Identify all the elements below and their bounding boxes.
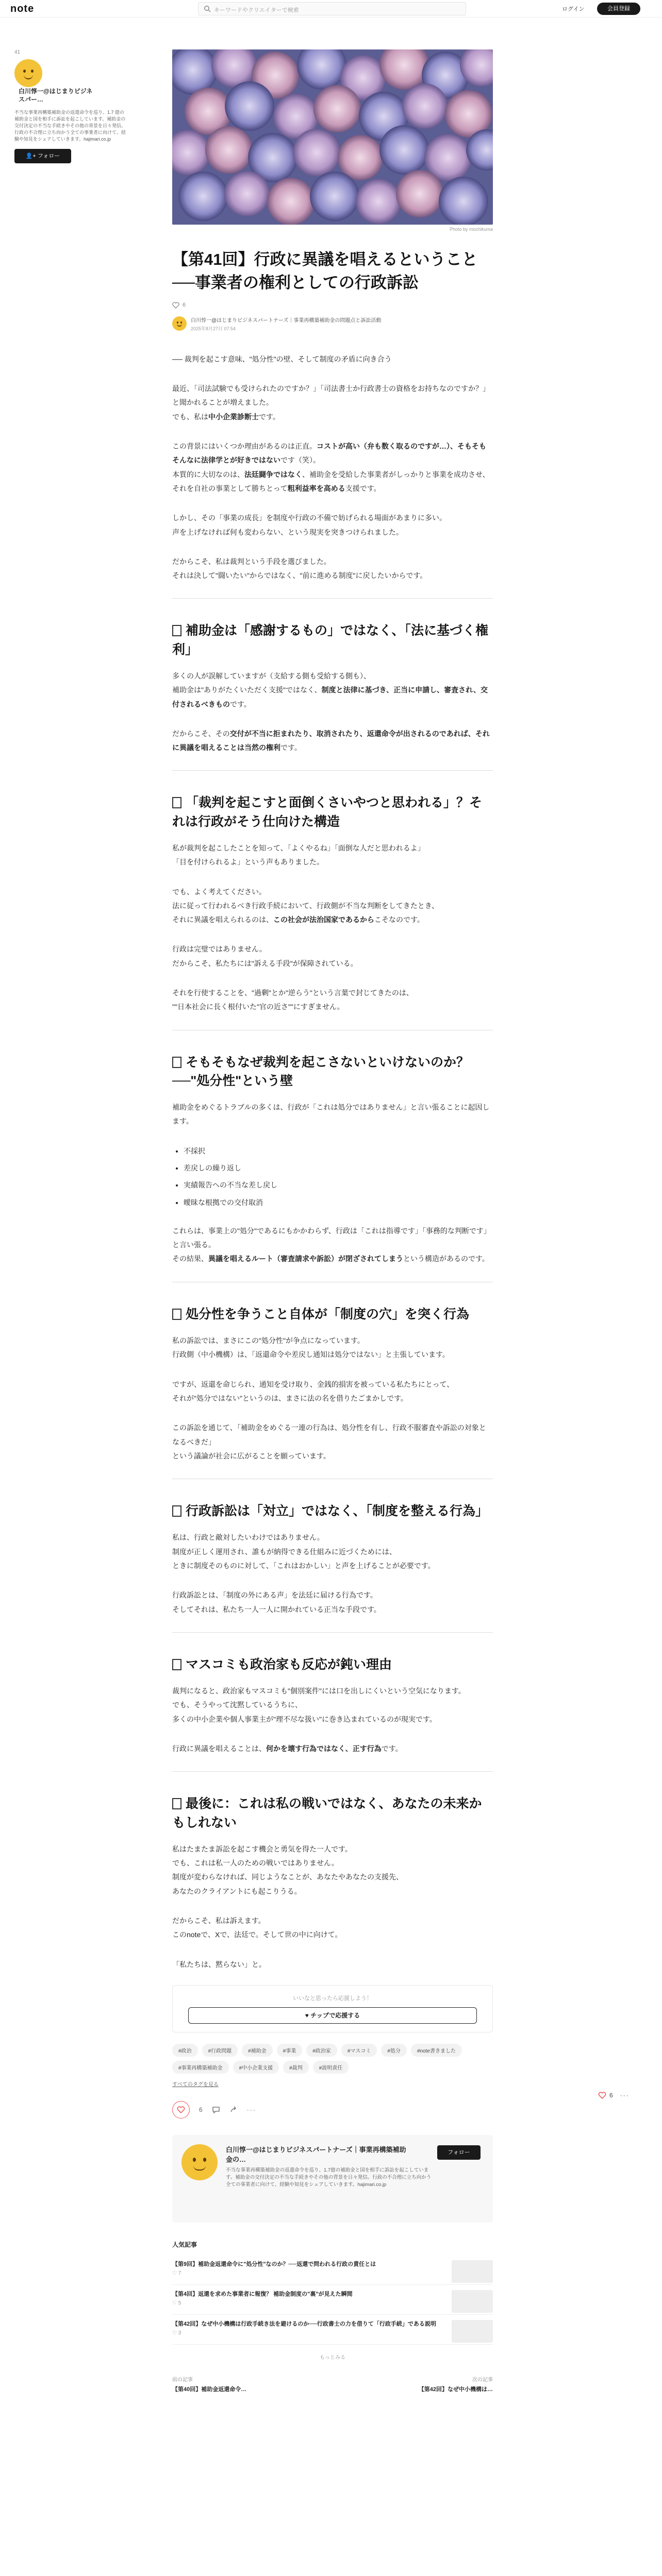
popular-title[interactable]: 【第4回】返還を求めた事業者に報復？ 補助金制度の"裏"が見えた瞬間: [172, 2291, 353, 2297]
paragraph: 行政訴訟とは、「制度の外にある声」を法廷に届ける行為です。 そしてそれは、私たち一人一人に開かれている正当な手段です。: [172, 1591, 381, 1614]
popular-header: 人気記事: [172, 2241, 197, 2248]
paragraph: 行政に異議を唱えることは、何かを壊す行為ではなく、正す行為です。: [172, 1744, 403, 1753]
tag[interactable]: #裁判: [283, 2061, 309, 2074]
more-link[interactable]: もっとみる: [320, 2354, 345, 2361]
like-count: 6: [199, 2106, 203, 2113]
paragraph: 補助金をめぐるトラブルの多くは、行政が「これは処分ではありません」と言い張ることに起因します。: [172, 1103, 490, 1126]
paragraph: だからこそ、その交付が不当に拒まれたり、取消されたり、返還命令が出されるのであれば、それに異議を唱えることは当然の権利です。: [172, 729, 490, 752]
paragraph: この訴訟を通じて、「補助金をめぐる一連の行為は、処分性を有し、行政不服審査や訴訟の対象となるべきだ」 という議論が社会に広がることを願っています。: [172, 1423, 486, 1460]
search-placeholder: キーワードやクリエイターで検索: [214, 7, 299, 13]
search-icon: [204, 5, 211, 12]
tag[interactable]: #説明責任: [313, 2061, 349, 2074]
box-icon: [172, 1505, 181, 1517]
support-question: いいなと思ったら応援しよう！: [293, 1995, 372, 2002]
section-heading: マスコミも政治家も反応が鈍い理由: [172, 1655, 493, 1674]
title-likes: [172, 302, 493, 309]
list-item[interactable]: [172, 2255, 493, 2285]
login-link[interactable]: ログイン: [562, 6, 585, 12]
article-pager: [172, 2375, 493, 2393]
box-icon: [172, 1057, 181, 1068]
note-logo[interactable]: note: [10, 3, 35, 14]
author-card-bio: 不当な事業再構築補助金の返還命令を巡り、1.7億の補助金と国を相手に訴訟を起こしています。補助金の交付決定の不当な手続きやその他の背景を日々発信。行政の不合理に立ち向かう全ての事業者に向けて、経験や知見をシェアしていきます。hajimari.co.jp: [226, 2167, 432, 2188]
paragraph: だからこそ、私は裁判という手段を選びました。 それは決して"闘いたい"からではなく、"前に進める制度"に戻したいからです。: [172, 557, 427, 580]
site-header: [0, 0, 662, 18]
like-count: 6: [183, 302, 186, 309]
list-item: • 曖昧な根拠での交付取消: [184, 1196, 493, 1210]
box-icon: [172, 625, 181, 636]
tip-label: チップで応援する: [310, 2011, 360, 2019]
paragraph: 多くの人が誤解していますが（支給する側も受給する側も）、 補助金は"ありがたくいただく支援"ではなく、制度と法律に基づき、正当に申請し、審査され、交付されるべきものです。: [172, 671, 488, 708]
author-card-avatar[interactable]: [181, 2144, 218, 2180]
article-title: 【第41回】行政に異議を唱えるということ──事業者の権利としての行政訴訟: [172, 250, 478, 292]
profile-name[interactable]: 白川惇一@はじまりビジネスパー…: [19, 88, 93, 104]
article-actions: [172, 2101, 493, 2119]
paragraph: それを行使することを、"過剰"とか"逆らう"という言葉で封じてきたのは、 ""日本社会に長く根付いた"官の近さ""にすぎません。: [172, 989, 413, 1011]
avatar[interactable]: [14, 59, 42, 87]
list-item: • 実績報告への不当な差し戻し: [184, 1178, 493, 1192]
prev-title: 【第40回】補助金返還命令…: [172, 2386, 247, 2393]
section-heading: 行政訴訟は「対立」ではなく、「制度を整える行為」: [172, 1502, 493, 1520]
hydrangea-image: [172, 49, 493, 225]
thumbnail[interactable]: [452, 2290, 493, 2313]
popular-likes: ♡ 7: [172, 2270, 181, 2277]
author-card-name[interactable]: 白川惇一@はじまりビジネスパートナーズ｜事業再構築補助金の…: [226, 2145, 406, 2163]
list-item: • 差戻しの繰り返し: [184, 1161, 493, 1175]
heart-icon[interactable]: [172, 302, 179, 309]
divider: [172, 1632, 493, 1633]
floating-like-count: 6: [609, 2092, 613, 2099]
next-label: 次の記事: [472, 2377, 493, 2383]
thumbnail[interactable]: [452, 2260, 493, 2283]
prev-label: 前の記事: [172, 2377, 193, 2383]
heart-icon: ♡: [172, 2330, 178, 2336]
prev-article-link[interactable]: [172, 2375, 322, 2393]
author-card: [172, 2135, 493, 2223]
comment-icon[interactable]: [212, 2106, 220, 2114]
tag[interactable]: #政治: [172, 2044, 198, 2057]
show-all-tags-link[interactable]: すべてのタグを見る: [172, 2081, 219, 2088]
paragraph: でも、よく考えてください。 法に従って行われるべき行政手続において、行政側が不当な判断をしてきたとき、 それに異議を唱えられるのは、この社会が法治国家であるからこそなのです。: [172, 887, 439, 924]
next-title: 【第42回】なぜ中小機構は…: [418, 2386, 493, 2393]
paragraph: しかし、その「事業の成長」を制度や行政の不備で妨げられる場面があまりに多い。 声を上げなければ何も変わらない、という現実を突きつけられました。: [172, 514, 446, 536]
tag[interactable]: #処分: [381, 2044, 407, 2057]
heart-icon[interactable]: [598, 2092, 606, 2099]
hero-image: [172, 49, 493, 225]
author-name[interactable]: 白川惇一@はじまりビジネスパートナーズ｜事業再構築補助金の問題点と訴訟活動: [191, 317, 382, 324]
paragraph: 私が裁判を起こしたことを知って、「よくやるね」「面倒な人だと思われるよ」 「目を付けられるよ」という声もありました。: [172, 843, 425, 867]
heart-icon: [177, 2106, 185, 2113]
heart-icon: ♥: [305, 2011, 311, 2019]
paragraph: 最近、「司法試験でも受けられたのですか？」「司法書士か行政書士の資格をお持ちなのですか？」と聞かれることが増えました。 でも、私は中小企業診断士です。: [172, 384, 490, 421]
tag[interactable]: #事業: [277, 2044, 303, 2057]
tag[interactable]: #政治家: [306, 2044, 337, 2057]
tag[interactable]: #行政問題: [202, 2044, 238, 2057]
box-icon: [172, 1659, 181, 1670]
box-icon: [172, 797, 181, 808]
section-heading: 処分性を争うこと自体が「制度の穴」を突く行為: [172, 1305, 493, 1324]
paragraph: これらは、事業上の"処分"であるにもかかわらず、行政は「これは指導です」「事務的な判断です」と言い張る。 その結果、異議を唱えるルート（審査請求や訴訟）が閉ざされてしまうという構造があるのです。: [172, 1226, 491, 1263]
list-item: • 不採択: [184, 1144, 493, 1158]
person-add-icon: 👤+: [25, 153, 38, 160]
sidebar-profile: [14, 49, 126, 163]
tag[interactable]: #note書きました: [411, 2044, 462, 2057]
section-heading: 最後に：これは私の戦いではなく、あなたの未来かもしれない: [172, 1797, 482, 1830]
tip-button[interactable]: [188, 2007, 477, 2024]
paragraph: 「私たちは、黙らない」と。: [172, 1960, 266, 1969]
paragraph: ── 裁判を起こす意味、"処分性"の壁、そして制度の矛盾に向き合う: [172, 354, 392, 363]
article-author[interactable]: [172, 316, 493, 332]
section-heading: 「裁判を起こすと面倒くさいやつと思われる」？それは行政がそう仕向けた構造: [172, 795, 483, 829]
follow-label: フォロー: [37, 153, 60, 160]
share-icon[interactable]: [229, 2106, 238, 2114]
heart-icon: ♡: [172, 2300, 178, 2307]
tag[interactable]: #マスコミ: [341, 2044, 377, 2057]
search-bar[interactable]: [198, 2, 466, 15]
list-item[interactable]: [172, 2315, 493, 2345]
list-item[interactable]: [172, 2285, 493, 2315]
more-options-icon[interactable]: ···: [246, 2106, 256, 2113]
publish-date: 2025年8月27日 07:54: [191, 326, 236, 331]
paragraph: 私は、行政と敵対したいわけではありません。 制度が正しく運用され、誰もが納得できる仕組みに近づくためには、 ときに制度そのものに対して、「これはおかしい」と声を上げることが必要です。: [172, 1533, 435, 1570]
tag[interactable]: #補助金: [242, 2044, 273, 2057]
divider: [172, 1771, 493, 1772]
section-heading: 補助金は「感謝するもの」ではなく、「法に基づく権利」: [172, 623, 489, 657]
thumbnail[interactable]: [452, 2320, 493, 2343]
bullet-list: [172, 1144, 493, 1210]
signup-button[interactable]: 会員登録: [597, 3, 640, 15]
paragraph: 私の訴訟では、まさにこの"処分性"が争点になっています。 行政側（中小機構）は、「返還命令や差戻し通知は処分ではない」と主張しています。: [172, 1336, 450, 1359]
follow-button[interactable]: [14, 149, 71, 163]
paragraph: 行政は完璧ではありません。 だからこそ、私たちには"訴える手段"が保障されている。: [172, 945, 358, 968]
box-icon: [172, 1309, 181, 1320]
divider: [172, 770, 493, 771]
paragraph: この背景にはいくつか理由があるのは正直。コストが高い（弁も数く取るのですが…）、そもそもそんなに法律学とが好きではないです（笑）。 本質的に大切なのは、法廷闘争ではなく、補助金を受給した事業者がしっかりと事業を成功させ、 それを自社の事業として勝ちとって粗利益率を高める支援です。: [172, 442, 490, 493]
popular-title[interactable]: 【第42回】なぜ中小機構は行政手続き法を避けるのか──行政書士の力を借りて「行政手続」である説明: [172, 2320, 436, 2327]
popular-title[interactable]: 【第9回】補助金返還命令に"処分性"なのか？──返還で問われる行政の責任とは: [172, 2261, 376, 2267]
floating-like[interactable]: [598, 2092, 630, 2099]
popular-likes: ♡ 3: [172, 2330, 181, 2336]
section-heading: そもそもなぜ裁判を起こさないといけないのか？──"処分性"という壁: [172, 1055, 470, 1088]
article-column: [172, 49, 493, 2393]
support-box: [172, 1985, 493, 2032]
paragraph: だからこそ、私は訴えます。 このnoteで、Xで、法廷で。そして世の中に向けて。: [172, 1916, 342, 1939]
author-card-follow-button[interactable]: フォロー: [437, 2145, 481, 2160]
paragraph: ですが、返還を命じられ、通知を受け取り、金銭的損害を被っている私たちにとって、 それが"処分ではない"というのは、まさに法の名を借りたごまかしです。: [172, 1380, 454, 1402]
tag[interactable]: #中小企業支援: [233, 2061, 279, 2074]
like-button[interactable]: [172, 2101, 190, 2119]
author-avatar[interactable]: [172, 316, 187, 331]
heart-icon: ♡: [172, 2270, 178, 2277]
photo-credit[interactable]: Photo by mochikuma: [449, 227, 493, 232]
box-icon: [172, 1798, 181, 1809]
more-options-icon[interactable]: ···: [620, 2092, 630, 2099]
tag[interactable]: #事業再構築補助金: [172, 2061, 229, 2074]
article-body: [172, 352, 493, 1972]
profile-number: 41: [14, 49, 21, 55]
paragraph: 私はたまたま訴訟を起こす機会と勇気を得た一人です。 でも、これは私一人のための戦いではありません。 制度が変わらなければ、同じようなことが、あなたやあなたの支援先、 あなたのクライアントにも起こりうる。: [172, 1844, 403, 1895]
next-article-link[interactable]: [343, 2375, 493, 2393]
paragraph: 裁判になると、政治家もマスコミも"個別案件"には口を出しにくいという空気になります。 でも、そうやって沈黙しているうちに、 多くの中小企業や個人事業主が"理不尽な扱い"に巻き込まれているのが現実です。: [172, 1687, 466, 1723]
popular-likes: ♡ 5: [172, 2300, 181, 2307]
popular-articles: [172, 2240, 493, 2361]
divider: [172, 598, 493, 599]
tag-list: [172, 2044, 493, 2074]
profile-bio: 不当な事業再構築補助金の返還命令を巡り、1.7 億の補助金と国を相手に訴訟を起こしています。補助金の交付決定の不当な手続きやその他の背景を日々発信。行政の不合理に立ち向かう全ての事業者に向けて、経験や知見をシェアしていきます。hajimari.co.jp: [14, 110, 126, 142]
